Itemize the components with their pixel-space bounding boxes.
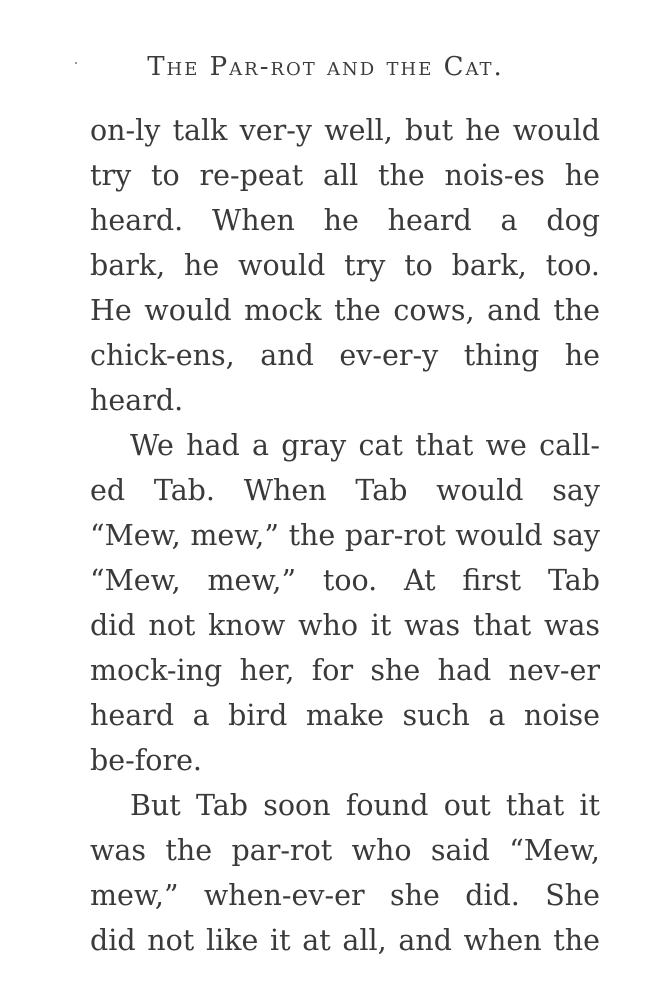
text-line: did not know who it was that was bbox=[90, 609, 600, 642]
paragraph-first-line: But Tab soon found out that it bbox=[130, 789, 600, 822]
text-line: mew,” when-ev-er she did. She bbox=[90, 879, 600, 912]
text-line: chick-ens, and ev-er-y thing he bbox=[90, 339, 600, 372]
running-head-title: The Par-rot and the Cat. bbox=[147, 52, 504, 82]
paragraph-first-line: We had a gray cat that we call- bbox=[130, 429, 600, 462]
text-line: heard. bbox=[90, 384, 184, 417]
text-line: try to re-peat all the nois-es he bbox=[90, 159, 600, 192]
text-line: He would mock the cows, and the bbox=[90, 294, 600, 327]
body-text bbox=[90, 108, 600, 963]
text-line: “Mew, mew,” the par-rot would say bbox=[90, 519, 600, 552]
text-line: bark, he would try to bark, too. bbox=[90, 249, 600, 282]
text-line: “Mew, mew,” too. At first Tab bbox=[90, 564, 600, 597]
text-line: on-ly talk ver-y well, but he would bbox=[90, 114, 600, 147]
text-line: ed Tab. When Tab would say bbox=[90, 474, 600, 507]
text-line: did not like it at all, and when the bbox=[90, 924, 600, 957]
text-line: was the par-rot who said “Mew, bbox=[90, 834, 600, 867]
text-line: heard. When he heard a dog bbox=[90, 204, 600, 237]
text-line: be-fore. bbox=[90, 744, 202, 777]
text-line: mock-ing her, for she had nev-er bbox=[90, 654, 600, 687]
text-line: heard a bird make such a noise bbox=[90, 699, 600, 732]
